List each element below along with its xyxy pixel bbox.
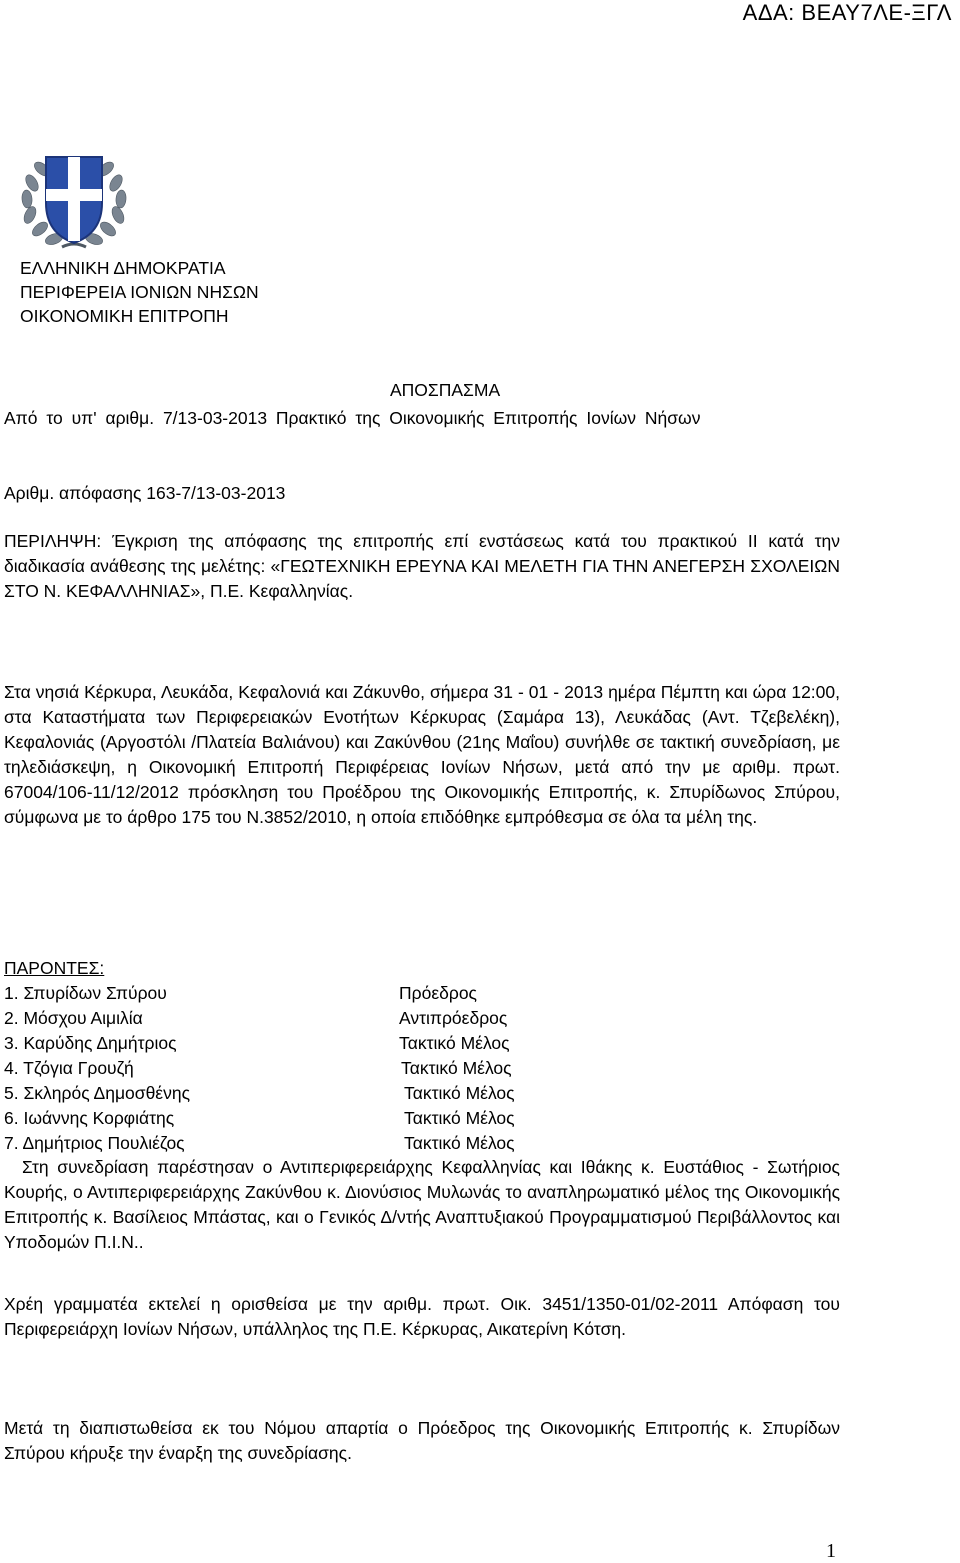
member-name: 1. Σπυρίδων Σπύρου (4, 983, 167, 1003)
member-row (4, 1056, 512, 1081)
member-name: 2. Μόσχου Αιμιλία (4, 1008, 143, 1028)
attendees-paragraph: Στη συνεδρίαση παρέστησαν ο Αντιπεριφερειάρχης Κεφαλληνίας και Ιθάκης κ. Ευστάθιος - Σωτήριος Κουρής, ο Αντιπεριφερειάρχης Ζακύνθου κ. Διονύσιος Μυλωνάς το αναπληρωματικό μέλος της Οικονομικής Επιτροπής κ. Βασίλειος Μπάστας, και ο Γενικός Δ/ντής Αναπτυξιακού Προγραμματισμού Περιβάλλοντος και Υποδομών Π.Ι.Ν.. (4, 1157, 840, 1252)
summary-paragraph: ΠΕΡΙΛΗΨΗ: Έγκριση της απόφασης της επιτροπής επί ενστάσεως κατά του πρακτικού ΙΙ κατά την διαδικασία ανάθεσης της μελέτης: «ΓΕΩΤΕΧΝΙΚΗ ΕΡΕΥΝΑ ΚΑΙ ΜΕΛΕΤΗ ΓΙΑ ΤΗΝ ΑΝΕΓΕΡΣΗ ΣΧΟΛΕΙΩΝ ΣΤΟ Ν. ΚΕΦΑΛΛΗΝΙΑΣ», Π.Ε. Κεφαλληνίας. (4, 531, 840, 601)
member-row (4, 1031, 510, 1056)
member-role: Τακτικό Μέλος (404, 1133, 515, 1153)
member-role: Πρόεδρος (399, 983, 477, 1003)
member-row (4, 981, 477, 1006)
decision-number: Αριθμ. απόφασης 163-7/13-03-2013 (4, 483, 286, 503)
member-row (4, 1131, 515, 1156)
header-republic: ΕΛΛΗΝΙΚΗ ΔΗΜΟΚΡΑΤΙΑ (20, 258, 226, 278)
member-role: Τακτικό Μέλος (404, 1108, 515, 1128)
page-number: 1 (826, 1540, 836, 1562)
header-committee: ΟΙΚΟΝΟΜΙΚΗ ΕΠΙΤΡΟΠΗ (20, 306, 229, 326)
ada-code: ΑΔΑ: ΒΕΑΥ7ΛΕ-ΞΓΛ (742, 0, 952, 25)
members-title: ΠΑΡΟΝΤΕΣ: (4, 958, 105, 978)
members-list (4, 956, 515, 1156)
member-row (4, 1106, 515, 1131)
issuer-header (20, 256, 259, 328)
member-role: Τακτικό Μέλος (399, 1033, 510, 1053)
member-name: 7. Δημήτριος Πουλιέζος (4, 1133, 185, 1153)
quorum-paragraph: Μετά τη διαπιστωθείσα εκ του Νόμου απαρτία ο Πρόεδρος της Οικονομικής Επιτροπής κ. Σπυρίδων Σπύρου κήρυξε την έναρξη της συνεδρίασης. (4, 1418, 840, 1463)
member-row (4, 1006, 508, 1031)
member-role: Τακτικό Μέλος (401, 1058, 512, 1078)
member-row (4, 1081, 515, 1106)
member-name: 4. Τζόγια Γρουζή (4, 1058, 134, 1078)
praktiko-reference: Από το υπ' αριθμ. 7/13-03-2013 Πρακτικό της Οικονομικής Επιτροπής Ιονίων Νήσων (4, 408, 701, 428)
member-name: 3. Καρύδης Δημήτριος (4, 1033, 177, 1053)
secretary-paragraph: Χρέη γραμματέα εκτελεί η ορισθείσα με την αριθμ. πρωτ. Οικ. 3451/1350-01/02-2011 Απόφαση του Περιφερειάρχη Ιονίων Νήσων, υπάλληλος της Π.Ε. Κέρκυρας, Αικατερίνη Κότση. (4, 1294, 840, 1339)
apospasma-title: ΑΠΟΣΠΑΣΜΑ (390, 380, 501, 400)
header-region: ΠΕΡΙΦΕΡΕΙΑ ΙΟΝΙΩΝ ΝΗΣΩΝ (20, 282, 259, 302)
member-role: Τακτικό Μέλος (404, 1083, 515, 1103)
member-name: 6. Ιωάννης Κορφιάτης (4, 1108, 175, 1128)
greek-coat-of-arms-icon (18, 143, 130, 255)
member-name: 5. Σκληρός Δημοσθένης (4, 1083, 191, 1103)
intro-paragraph: Στα νησιά Κέρκυρα, Λευκάδα, Κεφαλονιά και Ζάκυνθο, σήμερα 31 - 01 - 2013 ημέρα Πέμπτη και ώρα 12:00, στα Καταστήματα των Περιφερειακών Ενοτήτων Κέρκυρας (Σαμάρα 13), Λευκάδας (Αντ. Τζεβελέκη), Κεφαλονιάς (Αργοστόλι /Πλατεία Βαλιάνου) και Ζακύνθου (21ης Μαΐου) συνήλθε σε τακτική συνεδρίαση, με τηλεδιάσκεψη, η Οικονομική Επιτροπή Περιφέρειας Ιονίων Νήσων, μετά από την με αριθμ. πρωτ. 67004/106-11/12/2012 πρόσκληση του Προέδρου της Οικονομικής Επιτροπής, κ. Σπυρίδωνος Σπύρου, σύμφωνα με το άρθρο 175 του Ν.3852/2010, η οποία επιδόθηκε εμπρόθεσμα σε όλα τα μέλη της. (4, 682, 840, 827)
member-role: Αντιπρόεδρος (399, 1008, 508, 1028)
